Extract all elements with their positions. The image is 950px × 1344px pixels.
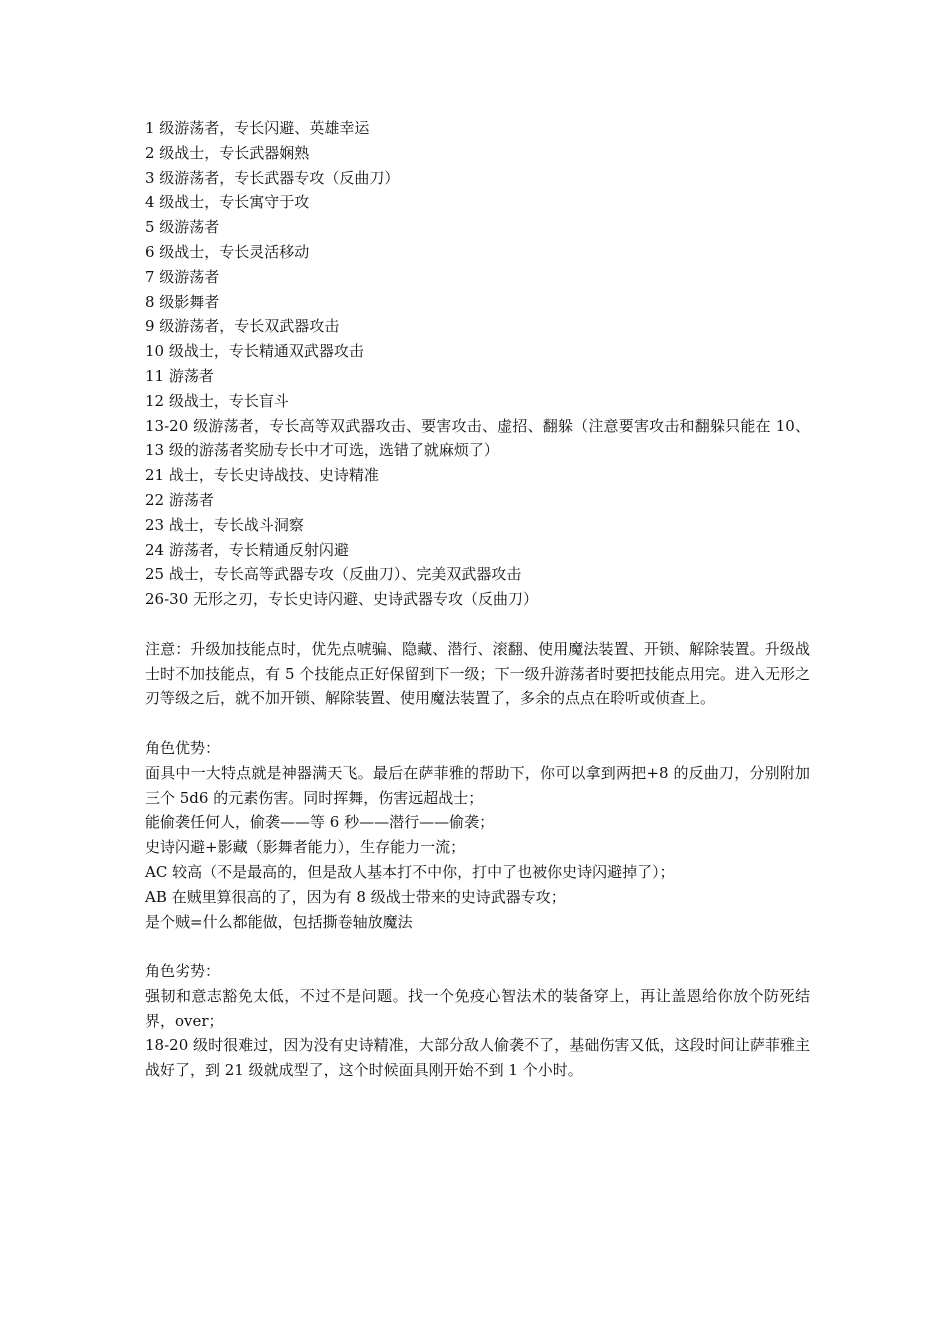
advantages-section — [145, 736, 810, 934]
build-level-10: 10 级战士，专长精通双武器攻击 — [145, 342, 364, 361]
build-level-22: 22 游荡者 — [145, 490, 214, 509]
spacer — [145, 934, 810, 959]
disadvantage-item: 18-20 级时很难过，因为没有史诗精准，大部分敌人偷袭不了，基础伤害又低，这段时间让萨菲雅主战好了，到 21 级就成型了，这个时候面具刚开始不到 1 个小时。 — [145, 1036, 810, 1080]
advantage-item: 能偷袭任何人，偷袭——等 6 秒——潜行——偷袭； — [145, 813, 495, 832]
advantage-item: 是个贼=什么都能做，包括撕卷轴放魔法 — [145, 912, 413, 931]
document-body — [145, 116, 810, 1083]
advantage-item: 史诗闪避+影藏（影舞者能力），生存能力一流； — [145, 838, 466, 857]
build-level-12: 12 级战士，专长盲斗 — [145, 391, 289, 410]
build-level-7: 7 级游荡者 — [145, 267, 220, 286]
build-level-2: 2 级战士，专长武器娴熟 — [145, 143, 310, 162]
build-level-3: 3 级游荡者，专长武器专攻（反曲刀） — [145, 168, 400, 187]
build-level-26-30: 26-30 无形之刃，专长史诗闪避、史诗武器专攻（反曲刀） — [145, 590, 539, 609]
build-level-8: 8 级影舞者 — [145, 292, 220, 311]
spacer — [145, 711, 810, 736]
disadvantage-item: 强韧和意志豁免太低，不过不是问题。找一个免疫心智法术的装备穿上，再让盖恩给你放个防死结界，over； — [145, 986, 810, 1030]
build-level-6: 6 级战士，专长灵活移动 — [145, 242, 310, 261]
skill-point-note: 注意：升级加技能点时，优先点唬骗、隐藏、潜行、滚翻、使用魔法装置、开锁、解除装置。升级战士时不加技能点，有 5 个技能点正好保留到下一级；下一级升游荡者时要把技能点用完。进入无形之刃等级之后，就不加开锁、解除装置、使用魔法装置了，多余的点点在聆听或侦查上。 — [145, 639, 810, 708]
advantage-item: 面具中一大特点就是神器满天飞。最后在萨菲雅的帮助下，你可以拿到两把+8 的反曲刀，分别附加三个 5d6 的元素伤害。同时挥舞，伤害远超战士； — [145, 763, 810, 807]
build-level-9: 9 级游荡者，专长双武器攻击 — [145, 317, 340, 336]
build-level-25: 25 战士，专长高等武器专攻（反曲刀）、完美双武器攻击 — [145, 565, 522, 584]
build-level-1: 1 级游荡者，专长闪避、英雄幸运 — [145, 119, 370, 137]
build-level-24: 24 游荡者，专长精通反射闪避 — [145, 540, 349, 559]
build-level-13-20: 13-20 级游荡者，专长高等双武器攻击、要害攻击、虚招、翻躲（注意要害攻击和翻躲只能在 10、13 级的游荡者奖励专长中才可选，选错了就麻烦了） — [145, 416, 810, 460]
advantage-item: AB 在贼里算很高的了，因为有 8 级战士带来的史诗武器专攻； — [145, 887, 566, 906]
build-level-23: 23 战士，专长战斗洞察 — [145, 515, 304, 534]
build-level-4: 4 级战士，专长寓守于攻 — [145, 193, 310, 212]
advantage-item: AC 较高（不是最高的，但是敌人基本打不中你，打中了也被你史诗闪避掉了）； — [145, 862, 675, 881]
build-list — [145, 116, 810, 612]
build-level-11: 11 游荡者 — [145, 366, 214, 385]
disadvantages-heading: 角色劣势： — [145, 962, 221, 981]
build-level-5: 5 级游荡者 — [145, 218, 220, 237]
spacer — [145, 612, 810, 637]
disadvantages-section — [145, 959, 810, 1083]
build-level-21: 21 战士，专长史诗战技、史诗精准 — [145, 466, 379, 485]
advantages-heading: 角色优势： — [145, 738, 221, 757]
